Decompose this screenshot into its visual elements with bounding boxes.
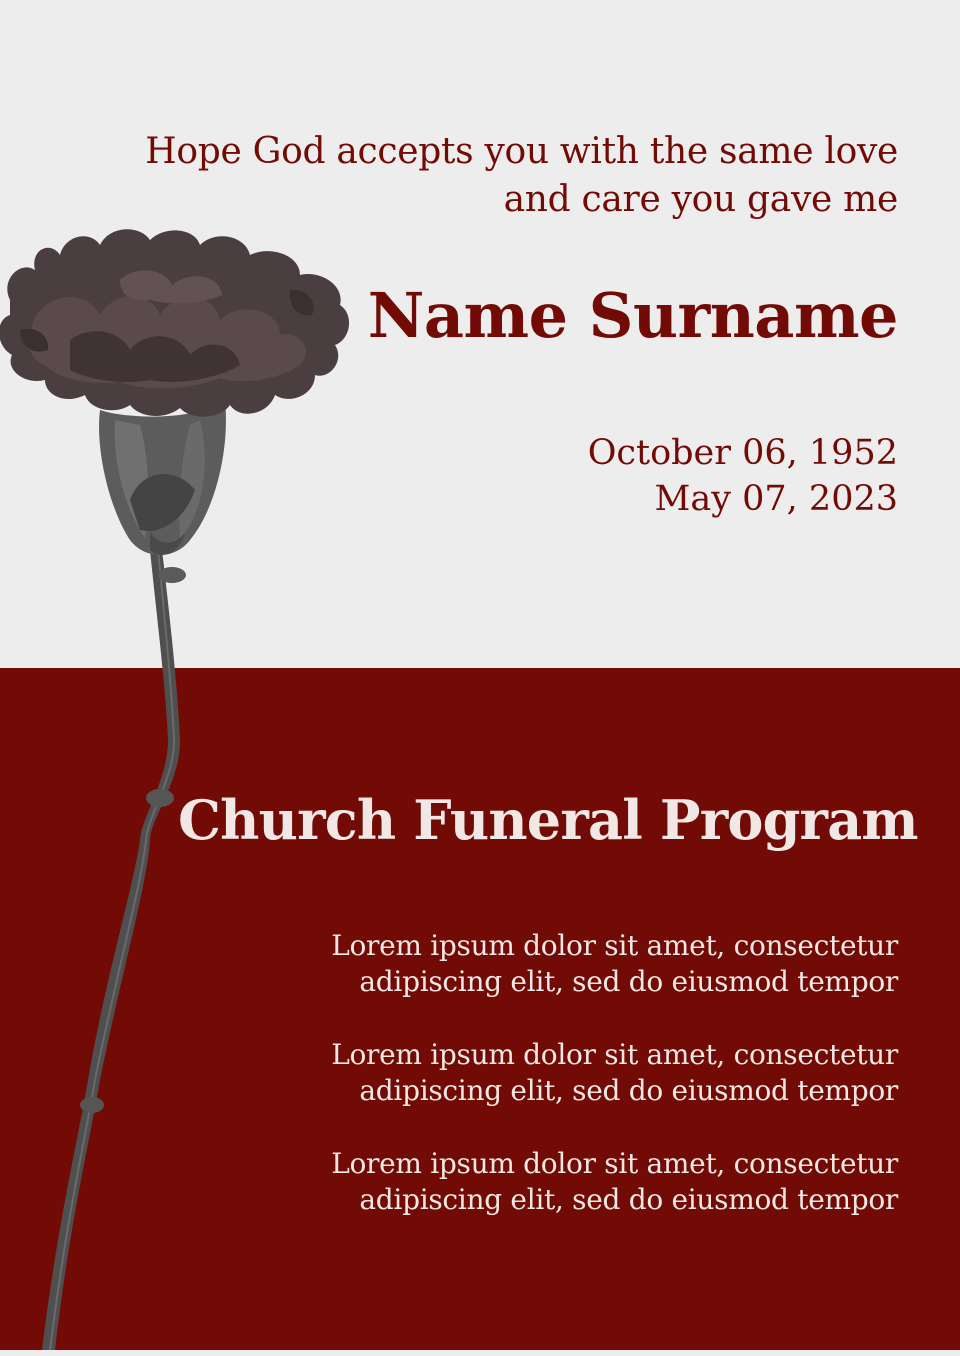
paragraph-line: adipiscing elit, sed do eiusmod tempor — [359, 1074, 898, 1107]
program-title: Church Funeral Program — [178, 788, 918, 852]
birth-date: October 06, 1952 — [587, 433, 898, 473]
paragraph — [278, 928, 898, 1000]
paragraph — [278, 1146, 898, 1218]
life-dates — [498, 430, 898, 522]
paragraph-line: Lorem ipsum dolor sit amet, consectetur — [331, 929, 898, 962]
paragraph-line: Lorem ipsum dolor sit amet, consectetur — [331, 1038, 898, 1071]
program-paragraphs — [278, 928, 898, 1255]
quote-line-2: and care you gave me — [503, 179, 898, 220]
paragraph — [278, 1037, 898, 1109]
paragraph-line: Lorem ipsum dolor sit amet, consectetur — [331, 1147, 898, 1180]
paragraph-line: adipiscing elit, sed do eiusmod tempor — [359, 1183, 898, 1216]
death-date: May 07, 2023 — [654, 479, 898, 519]
deceased-name: Name Surname — [367, 279, 898, 352]
quote — [78, 128, 898, 224]
quote-line-1: Hope God accepts you with the same love — [145, 131, 898, 172]
paragraph-line: adipiscing elit, sed do eiusmod tempor — [359, 965, 898, 998]
